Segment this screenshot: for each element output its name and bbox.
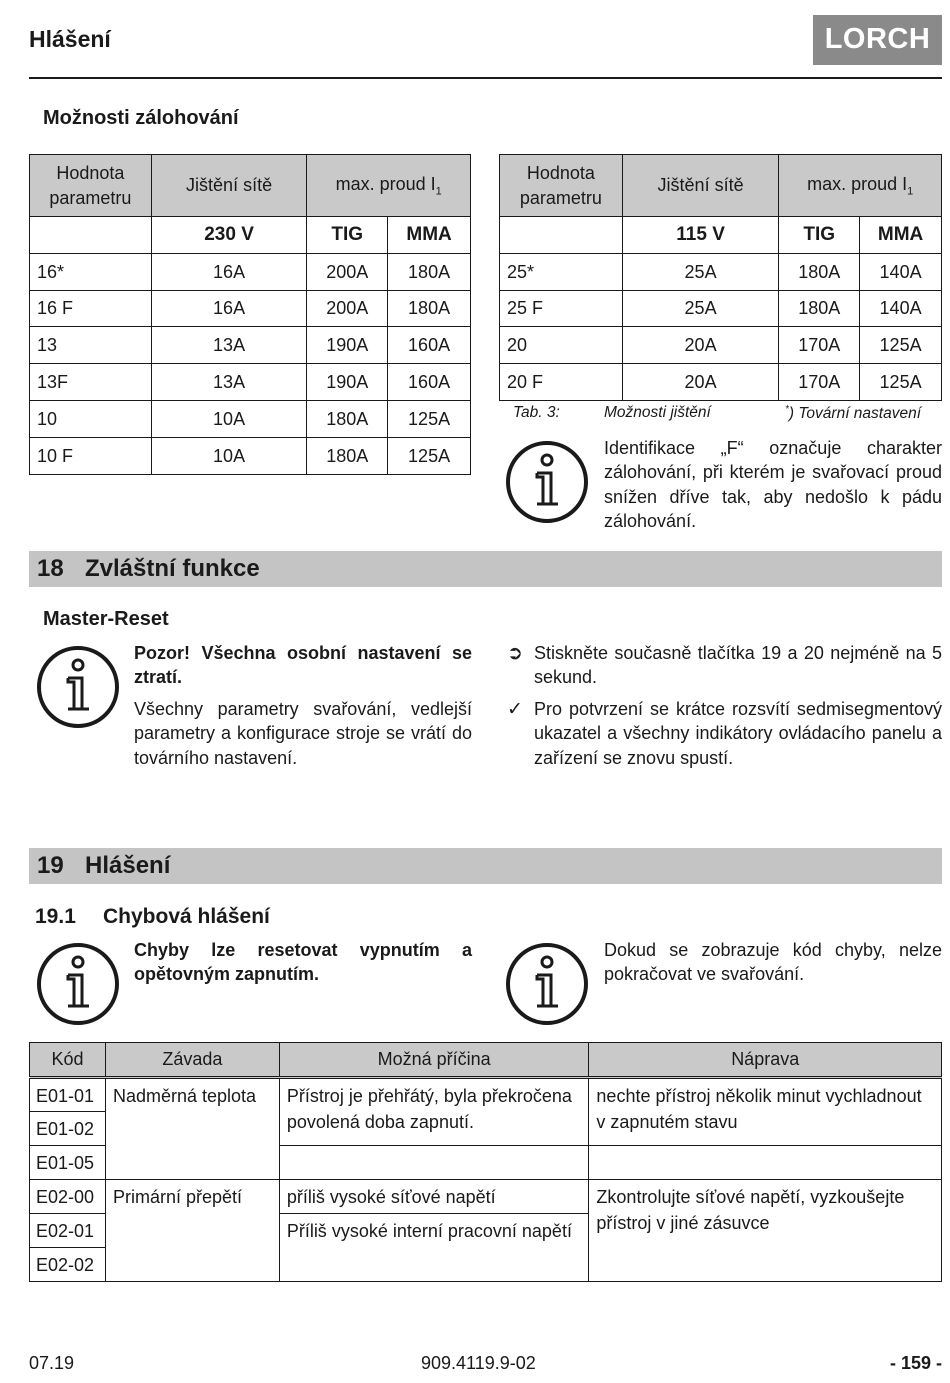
table-row: 16 F 16A 200A 180A: [30, 290, 471, 327]
sub-header-mma: MMA: [388, 217, 471, 254]
table-caption-text: Možnosti jištění: [604, 404, 711, 421]
table-row: 13 13A 190A 160A: [30, 327, 471, 364]
cause-cell-empty: [279, 1146, 589, 1180]
error-code: E01-05: [30, 1146, 106, 1180]
page-header-title: Hlášení: [29, 26, 111, 52]
section-19-heading: 19 Hlášení: [29, 848, 942, 884]
table-row: 10 10A 180A 125A: [30, 400, 471, 437]
master-reset-heading: Master-Reset: [43, 608, 169, 630]
table-row: 25* 25A 180A 140A: [500, 253, 942, 290]
cause-cell: Příliš vysoké interní pracovní napětí: [279, 1214, 589, 1282]
sub-header-cell: [500, 217, 623, 254]
reset-step: Stiskněte současně tlačítka 19 a 20 nejméně na 5 sekund.: [534, 643, 942, 688]
sub-header-mma: MMA: [860, 217, 942, 254]
table-row: [30, 1078, 942, 1112]
table-row: 13F 13A 190A 160A: [30, 364, 471, 401]
info-icon: [36, 942, 120, 1026]
remedy-cell: Zkontrolujte síťové napětí, vyzkoušejte přístroj v jiné zásuvce: [589, 1180, 942, 1282]
table-row: 20 F 20A 170A 125A: [500, 364, 942, 401]
sub-header-tig: TIG: [779, 217, 860, 254]
lorch-logo: LORCH: [813, 15, 942, 65]
remedy-cell-empty: [589, 1146, 942, 1180]
error-table: [29, 1042, 942, 1282]
sub-header-cell: [30, 217, 152, 254]
error-code: E02-00: [30, 1180, 106, 1214]
info-icon: [36, 645, 120, 729]
reset-warning: Pozor! Všechna osobní nastavení se ztratí.: [134, 643, 472, 688]
cause-cell: příliš vysoké síťové napětí: [279, 1180, 589, 1214]
backup-heading: Možnosti zálohování: [43, 107, 239, 129]
sub-header-voltage: 115 V: [622, 217, 779, 254]
backup-info-text: Identifikace „F“ označuje charakter zálohování, při kterém je svařovací proud snížen dříve tak, aby nedošlo k pádu zálohování.: [604, 438, 942, 531]
table-row: [30, 1180, 942, 1214]
cause-cell: Přístroj je přehřátý, byla překročena povolená doba zapnutí.: [279, 1078, 589, 1146]
col-header-cause: Možná příčina: [279, 1043, 589, 1078]
sub-header-voltage: 230 V: [151, 217, 307, 254]
table-row: 10 F 10A 180A 125A: [30, 437, 471, 474]
error-info-left: Chyby lze resetovat vypnutím a opětovným zapnutím.: [134, 940, 472, 985]
reset-description: Všechny parametry svařování, vedlejší parametry a konfigurace stroje se vrátí do továrního nastavení.: [134, 699, 472, 768]
footer-page-number: - 159 -: [889, 1353, 942, 1373]
error-code: E02-01: [30, 1214, 106, 1248]
footer-date: 07.19: [29, 1353, 75, 1373]
table-row: 25 F 25A 180A 140A: [500, 290, 942, 327]
check-icon: ✓: [507, 699, 523, 720]
info-icon: [505, 440, 589, 524]
error-code: E01-02: [30, 1112, 106, 1146]
col-header-max-current: max. proud $I_1$: [779, 155, 942, 217]
col-header-fuse: Jištění sítě: [622, 155, 779, 217]
section-18-heading: 18 Zvláštní funkce: [29, 551, 942, 587]
table-caption-note: *) Tovární nastavení: [785, 404, 922, 423]
fault-cell: Primární přepětí: [105, 1180, 279, 1282]
info-icon: [505, 942, 589, 1026]
table-row: 16* 16A 200A 180A: [30, 253, 471, 290]
table-caption-label: Tab. 3:: [513, 404, 560, 421]
col-header-fault: Závada: [105, 1043, 279, 1078]
fuse-table-115v: [499, 154, 942, 401]
reset-result: Pro potvrzení se krátce rozsvítí sedmisegmentový ukazatel a všechny indikátory ovládacího panelu a zařízení se znovu spustí.: [534, 699, 942, 768]
col-header-remedy: Náprava: [589, 1043, 942, 1078]
error-messages-heading: 19.1 Chybová hlášení: [35, 905, 270, 928]
error-code: E02-02: [30, 1248, 106, 1282]
col-header-parameter: Hodnota parametru: [500, 155, 623, 217]
error-code: E01-01: [30, 1078, 106, 1112]
step-arrow-icon: ➲: [507, 643, 523, 664]
error-info-right: Dokud se zobrazuje kód chyby, nelze pokračovat ve svařování.: [604, 940, 942, 985]
table-row: 20 20A 170A 125A: [500, 327, 942, 364]
fuse-table-230v: [29, 154, 471, 475]
fault-cell: Nadměrná teplota: [105, 1078, 279, 1180]
header-rule: [29, 77, 942, 79]
footer-doc-number: 909.4119.9-02: [421, 1353, 536, 1373]
col-header-code: Kód: [30, 1043, 106, 1078]
sub-header-tig: TIG: [307, 217, 388, 254]
col-header-fuse: Jištění sítě: [151, 155, 307, 217]
col-header-max-current: max. proud $I_1$: [307, 155, 471, 217]
remedy-cell: nechte přístroj několik minut vychladnout v zapnutém stavu: [589, 1078, 942, 1146]
col-header-parameter: Hodnota parametru: [30, 155, 152, 217]
